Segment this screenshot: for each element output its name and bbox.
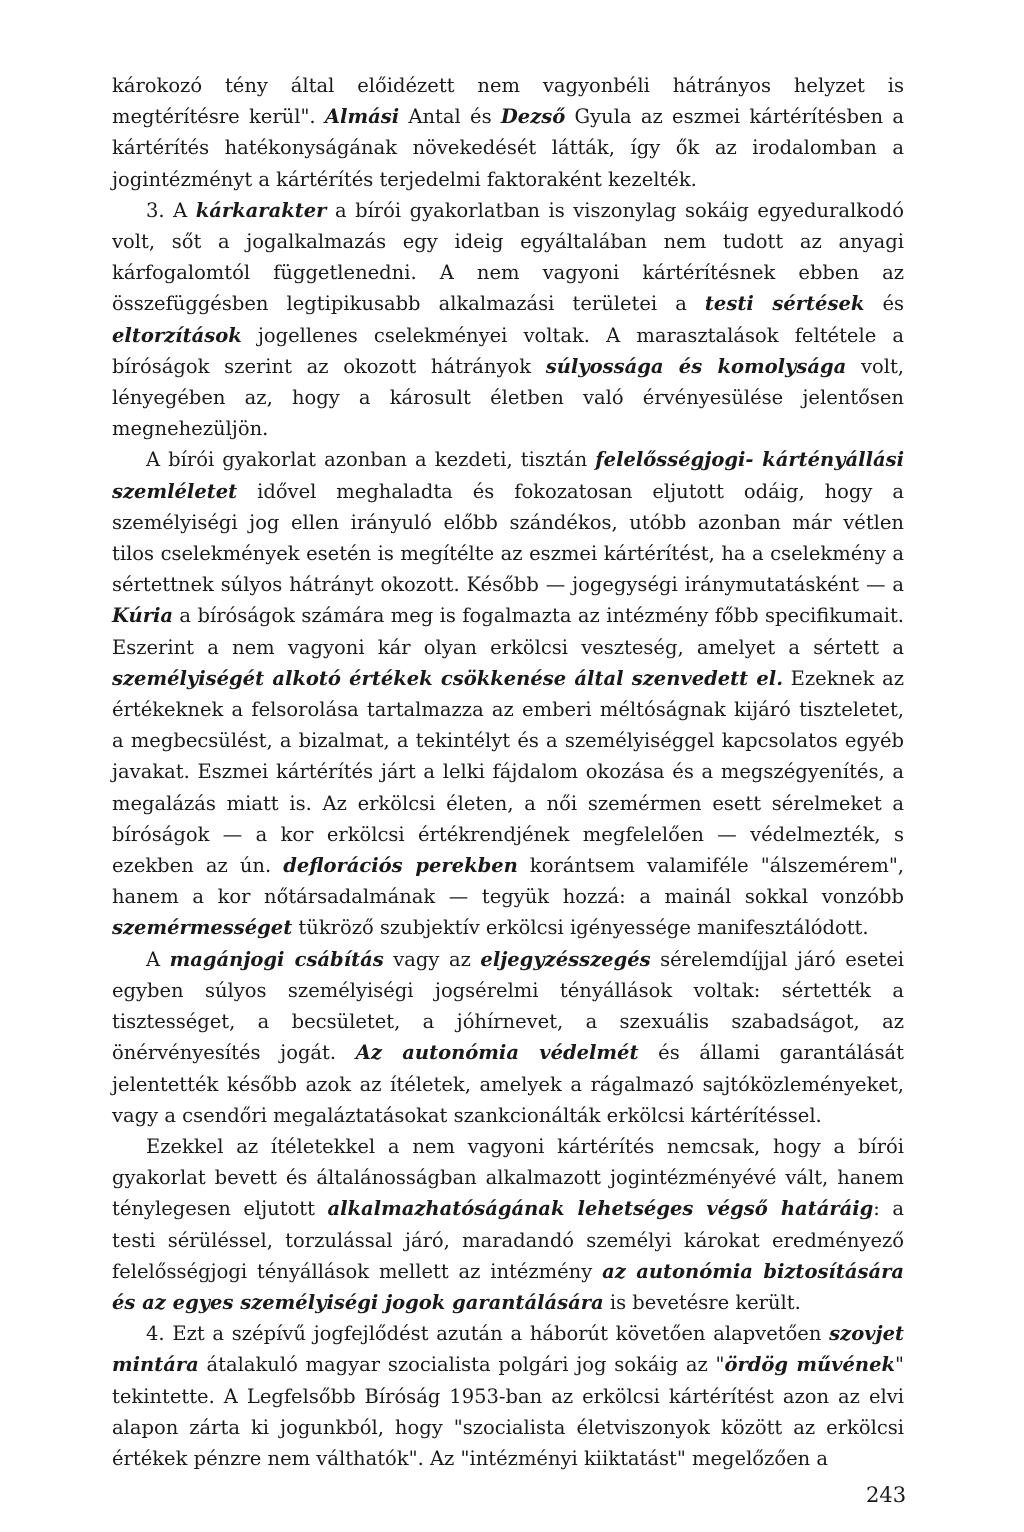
page-number: 243 xyxy=(866,1483,907,1507)
text-run: Gyula az eszmei kártérítésben a kártérítés hatékonyságának növekedését látták, így ők az irodalomban a jogintézményt a kártérítés terjedelmi faktoraként kezelték. xyxy=(112,105,905,191)
emphasized-text: deflorációs perekben xyxy=(283,854,518,878)
text-run: a bíróságok számára meg is fogalmazta az intézmény főbb specifikumait. Eszerint a nem vagyoni kár olyan erkölcsi veszteség, amelyet a sértett a xyxy=(112,604,904,659)
text-run: A xyxy=(146,947,170,971)
emphasized-text: ördög művének xyxy=(724,1353,896,1377)
emphasized-text: felelősségjogi- kártényállási szemléletet xyxy=(112,448,904,503)
emphasized-text: személyiségét alkotó értékek csökkenése által szenvedett el. xyxy=(112,666,784,690)
emphasized-text: Kúria xyxy=(112,604,174,628)
paragraph-4 xyxy=(112,944,904,1131)
emphasized-text: eltorzítások xyxy=(112,323,242,347)
emphasized-text: testi sértések xyxy=(704,292,865,316)
emphasized-text: szovjet mintára xyxy=(112,1322,904,1377)
emphasized-text: súlyossága és komolysága xyxy=(545,354,847,378)
text-run: volt, lényegében az, hogy a károsult életben való érvényesülése jelentősen megnehezüljön. xyxy=(112,354,904,441)
text-run: korántsem valamiféle "álszemérem", hanem a kor nőtársadalmának — tegyük hozzá: a mainál sokkal vonzóbb xyxy=(112,854,905,909)
emphasized-text: magánjogi csábítás xyxy=(169,947,384,971)
text-run: 4. Ezt a szépívű jogfejlődést azután a háborút követően alapvetően xyxy=(146,1322,830,1346)
emphasized-text: kárkarakter xyxy=(195,198,327,222)
text-run: idővel meghaladta és fokozatosan eljutott odáig, hogy a személyiségi jog ellen irányuló előbb szándékos, utóbb azonban már vétlen tilos cselekmények esetén is megítélte az eszmei kártérítést, ha a cselekmény a sértettnek súlyos hátrányt okozott. Később — jogegységi iránymutatásként — a xyxy=(112,479,904,597)
text-run: 3. A xyxy=(146,198,196,222)
emphasized-text: szemérmességet xyxy=(112,916,293,940)
text-run: a bírói gyakorlatban is viszonylag sokáig egyeduralkodó volt, sőt a jogalkalmazás egy ideig egyáltalában nem tudott az anyagi kárfogalomtól függetlenedni. A nem vagyoni kártérítésnek ebben az összefüggésben legtipikusabb alkalmazási területei a xyxy=(112,198,904,316)
emphasized-text: eljegyzésszegés xyxy=(480,947,651,971)
text-run: és állami garantálását jelentették később azok az ítéletek, amelyek a rágalmazó sajtóközleményeket, vagy a csendőri megaláztatásokat szankcionálták erkölcsi kártérítéssel. xyxy=(112,1041,904,1127)
emphasized-text: Almási xyxy=(324,105,400,129)
paragraph-3 xyxy=(112,444,904,943)
emphasized-text: Az autonómia védelmét xyxy=(355,1041,639,1065)
text-run: : a testi sérüléssel, torzulással járó, maradandó személyi károkat eredményező felelősségjogi tényállások mellett az intézmény xyxy=(112,1197,904,1283)
paragraph-6 xyxy=(112,1318,904,1474)
text-run: is bevetésre került. xyxy=(603,1290,801,1314)
text-run: Antal és xyxy=(399,105,501,129)
emphasized-text: az autonómia biztosítására és az egyes személyiségi jogok garantálására xyxy=(112,1259,905,1314)
emphasized-text: alkalmazhatóságának lehetséges végső határáig xyxy=(327,1197,874,1221)
text-run: átalakuló magyar szocialista polgári jog sokáig az " xyxy=(198,1353,725,1377)
text-run: sérelemdíjjal járó esetei egyben súlyos személyiségi jogsérelmi tényállások voltak: sértették a tisztességet, a becsületet, a jóhírnevet, a szexuális szabadságot, az önérvényesítés jogát. xyxy=(112,947,904,1065)
text-run: jogellenes cselekményei voltak. A marasztalások feltétele a bíróságok szerint az okozott hátrányok xyxy=(112,323,904,378)
text-run: károkozó tény által előidézett nem vagyonbéli hátrányos helyzet is megtérítésre kerül". xyxy=(112,74,904,129)
text-run: " tekintette. A Legfelsőbb Bíróság 1953-ban az erkölcsi kártérítést azon az elvi alapon zárta ki jogunkból, hogy "szocialista életviszonyok között az erkölcsi értékek pénzre nem válthatók". Az "intézményi kiiktatást" megelőzően a xyxy=(112,1353,904,1470)
text-run: vagy az xyxy=(383,947,481,971)
page-body xyxy=(112,70,904,1474)
paragraph-2 xyxy=(112,195,904,445)
paragraph-5 xyxy=(112,1131,904,1318)
text-run: Ezekkel az ítéletekkel a nem vagyoni kártérítés nemcsak, hogy a bírói gyakorlat bevett és általánosságban alkalmazott jogintézményévé vált, hanem ténylegesen eljutott xyxy=(112,1134,904,1221)
emphasized-text: Dezső xyxy=(500,105,566,129)
text-run: tükröző szubjektív erkölcsi igényessége manifesztálódott. xyxy=(292,916,869,940)
paragraph-1 xyxy=(112,70,904,195)
text-run: Ezeknek az értékeknek a felsorolása tartalmazza az emberi méltóságnak kijáró tiszteletet, a megbecsülést, a bizalmat, a tekintélyt és a személyiséggel kapcsolatos egyéb javakat. Eszmei kártérítés járt a lelki fájdalom okozása és a megszégyenítés, a megalázás miatt is. Az erkölcsi életen, a női szemérmen esett sérelmeket a bíróságok — a kor erkölcsi értékrendjének megfelelően — védelmezték, s ezekben az ún. xyxy=(112,666,904,878)
text-run: és xyxy=(864,292,904,316)
text-run: A bírói gyakorlat azonban a kezdeti, tisztán xyxy=(146,448,596,472)
